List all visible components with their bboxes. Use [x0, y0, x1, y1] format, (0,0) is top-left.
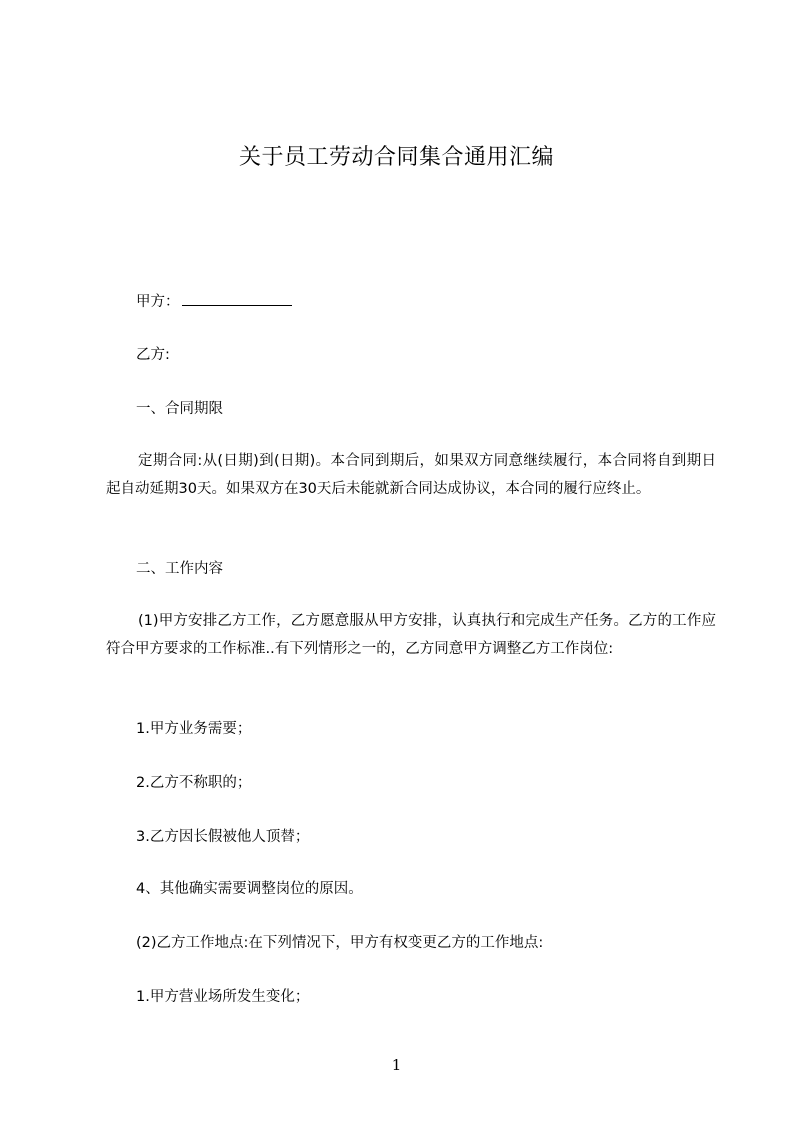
- list-item: 3.乙方因长假被他人顶替；: [136, 829, 310, 845]
- section-2-paragraph-1: (1)甲方安排乙方工作，乙方愿意服从甲方安排，认真执行和完成生产任务。乙方的工作应符合甲方要求的工作标准..有下列情形之一的，乙方同意甲方调整乙方工作岗位:: [106, 613, 716, 657]
- list-item: 1.甲方营业场所发生变化；: [136, 989, 310, 1005]
- list-item: 1.甲方业务需要；: [136, 721, 252, 737]
- section-1-heading: 一、合同期限: [136, 401, 223, 417]
- list-item: 4、其他确实需要调整岗位的原因。: [136, 881, 363, 897]
- party-a-label: 甲方：: [136, 294, 180, 310]
- section-2-paragraph-2: (2)乙方工作地点:在下列情况下，甲方有权变更乙方的工作地点:: [136, 935, 544, 951]
- section-2-heading: 二、工作内容: [136, 561, 223, 577]
- section-1-paragraph: 定期合同:从(日期)到(日期)。本合同到期后，如果双方同意继续履行，本合同将自到期日起自动延期30天。如果双方在30天后未能就新合同达成协议，本合同的履行应终止。: [106, 453, 716, 497]
- page-number: 1: [391, 1056, 402, 1074]
- document-title: 关于员工劳动合同集合通用汇编: [238, 145, 554, 170]
- list-item: 2.乙方不称职的；: [136, 775, 252, 791]
- party-a-blank: [182, 291, 292, 306]
- party-a-line: [136, 291, 292, 312]
- party-b-label: 乙方:: [136, 347, 170, 363]
